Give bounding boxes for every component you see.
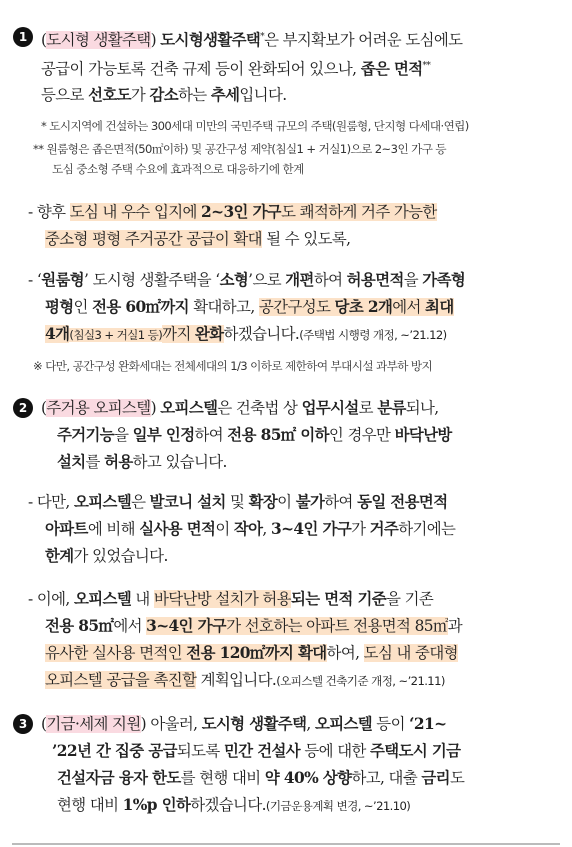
bullet4-line1: - 이에, 오피스텔 내 바닥난방 설치가 허용되는 면적 기준을 기존	[28, 590, 434, 608]
bullet1-line2: 중소형 평형 주거공간 공급이 확대 될 수 있도록,	[45, 230, 351, 248]
section1-tag: 도시형 생활주택	[46, 31, 151, 50]
bullet3-line3: 한계가 있었습니다.	[45, 547, 168, 565]
section1-line1: (도시형 생활주택) 도시형생활주택*은 부지확보가 어려운 도심에도	[41, 31, 463, 50]
section-number-3: 3	[13, 714, 33, 734]
bullet2-note: ※ 다만, 공간구성 완화세대는 전체세대의 1/3 이하로 제한하여 부대시설 과부하 방지	[33, 359, 433, 373]
bullet1-line1: - 향후 도심 내 우수 입지에 2~3인 가구도 쾌적하게 거주 가능한	[28, 203, 437, 221]
section3-line2: ’22년 간 집중 공급되도록 민간 건설사 등에 대한 주택도시 기금	[52, 742, 461, 760]
footnote-2-line2: 도심 중소형 주택 수요에 효과적으로 대응하기에 한계	[52, 162, 304, 176]
bullet2-line2: 평형인 전용 60㎡까지 확대하고, 공간구성도 당초 2개에서 최대	[45, 298, 454, 316]
bullet2-line1: - ‘원룸형’ 도시형 생활주택을 ‘소형’으로 개편하여 허용면적을 가족형	[28, 271, 466, 289]
section3-tag: 기금·세제 지원	[46, 715, 141, 733]
section2-tag: 주거용 오피스텔	[46, 399, 151, 417]
section2-line1: (주거용 오피스텔) 오피스텔은 건축법 상 업무시설로 분류되나,	[41, 399, 439, 417]
footnote-1: * 도시지역에 건설하는 300세대 미만의 국민주택 규모의 주택(원룸형, 단지형 다세대·연립)	[41, 119, 469, 133]
section2-line2: 주거기능을 일부 인정하여 전용 85㎡ 이하인 경우만 바닥난방	[57, 426, 452, 444]
footnote-2-line1: ** 원룸형은 좁은면적(50㎡이하) 및 공간구성 제약(침실1 + 거실1)으로 2~3인 가구 등	[33, 142, 447, 156]
bullet3-line2: 아파트에 비해 실사용 면적이 작아, 3~4인 가구가 거주하기에는	[45, 520, 456, 538]
bullet4-line4: 오피스텔 공급을 촉진할 계획입니다.(오피스텔 건축기준 개정, ~’21.11)	[45, 671, 445, 689]
bullet4-line2: 전용 85㎡에서 3~4인 가구가 선호하는 아파트 전용면적 85㎡과	[45, 617, 463, 635]
section3-line4: 현행 대비 1%p 인하하겠습니다.(기금운용계획 변경, ~’21.10)	[57, 796, 411, 814]
bullet4-line3: 유사한 실사용 면적인 전용 120㎡까지 확대하여, 도심 내 중대형	[45, 644, 458, 662]
bullet3-line1: - 다만, 오피스텔은 발코니 설치 및 확장이 불가하여 동일 전용면적	[28, 493, 448, 511]
section1-line2: 공급이 가능토록 건축 규제 등이 완화되어 있으나, 좁은 면적**	[41, 60, 431, 79]
section3-line3: 건설자금 융자 한도를 현행 대비 약 40% 상향하고, 대출 금리도	[57, 769, 465, 787]
section-number-1: 1	[13, 27, 33, 47]
section3-line1: (기금·세제 지원) 아울러, 도시형 생활주택, 오피스텔 등이 ‘21~	[41, 715, 447, 733]
section1-line3: 등으로 선호도가 감소하는 추세입니다.	[41, 86, 287, 104]
bottom-divider	[12, 843, 560, 845]
section2-line3: 설치를 허용하고 있습니다.	[57, 453, 227, 471]
bullet2-line3: 4개(침실3 + 거실1 등)까지 완화하겠습니다.(주택법 시행령 개정, ~’21.12)	[45, 325, 447, 343]
section-number-2: 2	[13, 398, 33, 418]
